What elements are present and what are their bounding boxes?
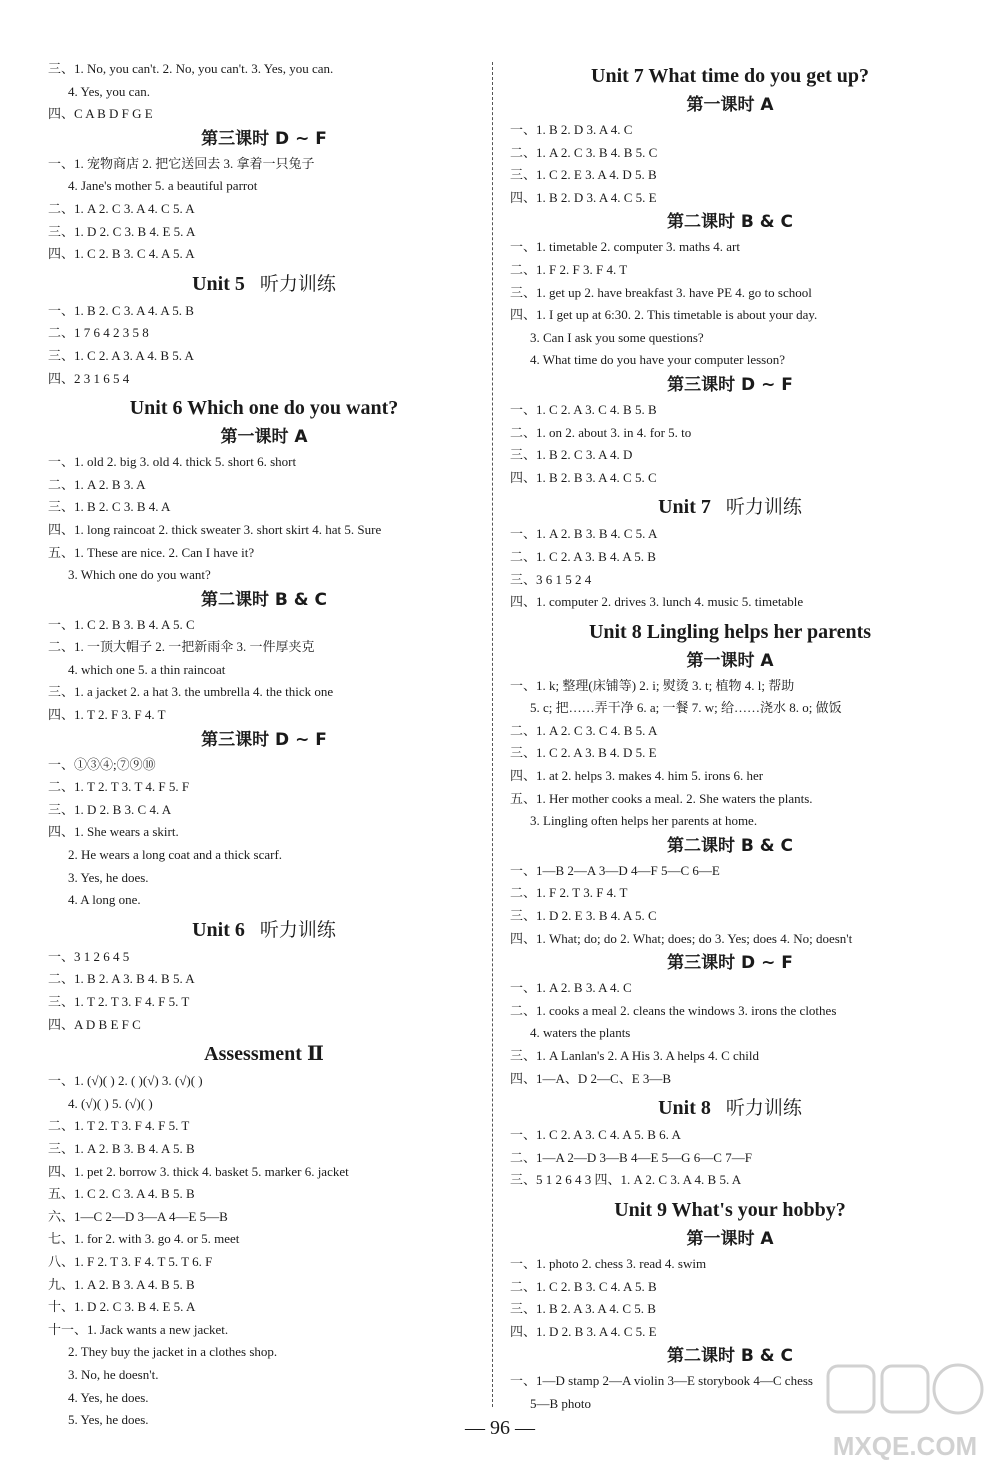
answer-line: 二、1. F 2. F 3. F 4. T [510, 261, 628, 277]
lesson-heading: 第三课时 D ~ F [667, 953, 793, 974]
answer-line: 二、1. A 2. C 3. C 4. B 5. A [510, 722, 658, 738]
column-divider [492, 62, 493, 1407]
answer-line: 5. Yes, he does. [68, 1412, 149, 1428]
answer-line: 4. A long one. [68, 892, 141, 908]
answer-line: 二、1. A 2. C 3. B 4. B 5. C [510, 144, 658, 160]
answer-line: 三、3 6 1 5 2 4 [510, 571, 592, 587]
unit-heading [48, 914, 480, 946]
answer-line: 四、1. pet 2. borrow 3. thick 4. basket 5. marker 6. jacket [48, 1163, 349, 1179]
unit-heading-title: Unit 9 What's your hobby? [614, 1198, 846, 1221]
answer-line: 一、1. k; 整理(床铺等) 2. i; 熨烫 3. t; 植物 4. l; 帮助 [510, 677, 795, 693]
unit-heading-title: Unit 6 [192, 918, 245, 941]
answer-line: 六、1—C 2—D 3—A 4—E 5—B [48, 1208, 228, 1224]
answer-line: 三、1. get up 2. have breakfast 3. have PE 4. go to school [510, 284, 812, 300]
answer-line: 4. Yes, you can. [68, 83, 150, 99]
unit-heading [48, 392, 480, 424]
answer-line: 三、1. D 2. E 3. B 4. A 5. C [510, 908, 657, 924]
answer-line: 三、5 1 2 6 4 3 四、1. A 2. C 3. A 4. B 5. A [510, 1172, 742, 1188]
answer-line: 一、1—B 2—A 3—D 4—F 5—C 6—E [510, 862, 720, 878]
unit-heading [510, 1194, 950, 1226]
unit-heading-title: Unit 8 Lingling helps her parents [588, 620, 872, 643]
lesson-heading: 第三课时 D ~ F [667, 374, 793, 395]
answer-line: 二、1. on 2. about 3. in 4. for 5. to [510, 424, 692, 440]
answer-line: 4. waters the plants [530, 1025, 631, 1041]
unit-heading-title: Assessment Ⅱ [204, 1043, 324, 1066]
answer-line: 5. c; 把……弄干净 6. a; 一餐 7. w; 给……浇水 8. o; 做饭 [530, 700, 842, 716]
answer-line: 一、1. timetable 2. computer 3. maths 4. art [510, 239, 740, 255]
answer-line: 2. They buy the jacket in a clothes shop. [68, 1344, 278, 1360]
answer-line: 四、1. D 2. B 3. A 4. C 5. E [510, 1323, 657, 1339]
answer-line: 4. Jane's mother 5. a beautiful parrot [68, 178, 258, 194]
answer-line: 二、1. A 2. B 3. A [48, 476, 146, 492]
answer-line: 四、C A B D F G E [48, 106, 153, 122]
answer-line: 一、1. C 2. A 3. C 4. B 5. B [510, 401, 657, 417]
answer-line: 二、1. C 2. A 3. B 4. A 5. B [510, 548, 656, 564]
answer-line: 一、1. C 2. B 3. B 4. A 5. C [48, 616, 195, 632]
watermark-logo [820, 1360, 990, 1465]
answer-line: 二、1. 一顶大帽子 2. 一把新雨伞 3. 一件厚夹克 [48, 639, 315, 655]
answer-line: 四、1. computer 2. drives 3. lunch 4. music 5. timetable [510, 594, 804, 610]
unit-heading [510, 491, 950, 523]
answer-line: 一、①③④;⑦⑨⑩ [48, 756, 156, 772]
answer-line: 四、1. C 2. B 3. C 4. A 5. A [48, 246, 195, 262]
answer-line: 一、1. B 2. D 3. A 4. C [510, 122, 633, 137]
lesson-heading: 第二课时 B & C [666, 212, 793, 233]
unit-heading [48, 1038, 480, 1070]
answer-line: 七、1. for 2. with 3. go 4. or 5. meet [48, 1231, 240, 1247]
answer-line: 3. No, he doesn't. [68, 1366, 159, 1382]
answer-line: 二、1 7 6 4 2 3 5 8 [48, 325, 149, 341]
answer-line: 一、1. old 2. big 3. old 4. thick 5. short 6. short [48, 454, 297, 470]
right-column [510, 58, 950, 1416]
answer-line: 一、1. photo 2. chess 3. read 4. swim [510, 1255, 707, 1271]
unit-heading [510, 60, 950, 92]
answer-line: 一、1. 宠物商店 2. 把它送回去 3. 拿着一只兔子 [48, 155, 315, 171]
lesson-heading: 第一课时 A [686, 95, 774, 115]
answer-line: 十一、1. Jack wants a new jacket. [48, 1321, 229, 1337]
answer-line: 四、1. She wears a skirt. [48, 824, 179, 840]
answer-line: 3. Lingling often helps her parents at home. [530, 813, 758, 829]
answer-line: 四、1. T 2. F 3. F 4. T [48, 707, 166, 723]
answer-line: 三、1. B 2. A 3. A 4. C 5. B [510, 1301, 656, 1317]
answer-line: 五、1. Her mother cooks a meal. 2. She waters the plants. [510, 790, 813, 806]
unit-heading-subtitle: 听力训练 [725, 1097, 802, 1120]
answer-line: 二、1. C 2. B 3. C 4. A 5. B [510, 1278, 657, 1294]
unit-heading-subtitle: 听力训练 [725, 496, 802, 519]
answer-line: 四、2 3 1 6 5 4 [48, 370, 130, 386]
unit-heading-title: Unit 7 [658, 496, 711, 519]
unit-heading [510, 616, 950, 648]
unit-heading-title: Unit 7 What time do you get up? [591, 65, 869, 87]
watermark-text: MXQE.COM [832, 1431, 978, 1461]
unit-heading-title: Unit 8 [658, 1097, 711, 1120]
answer-line: 八、1. F 2. T 3. F 4. T 5. T 6. F [48, 1253, 213, 1269]
answer-line: 十、1. D 2. C 3. B 4. E 5. A [48, 1299, 196, 1315]
lesson-heading: 第三课时 D ~ F [201, 729, 327, 750]
answer-line: 一、3 1 2 6 4 5 [48, 948, 130, 964]
answer-line: 二、1. cooks a meal 2. cleans the windows 3. irons the clothes [510, 1002, 837, 1018]
unit-heading-title: Unit 6 Which one do you want? [129, 397, 399, 420]
answer-line: 三、1. C 2. E 3. A 4. D 5. B [510, 167, 657, 183]
unit-heading-title: Unit 5 [192, 272, 245, 295]
answer-line: 五、1. These are nice. 2. Can I have it? [48, 544, 255, 560]
answer-line: 四、1. I get up at 6:30. 2. This timetable is about your day. [510, 307, 818, 323]
answer-line: 3. Yes, he does. [68, 869, 149, 885]
answer-line: 一、1. A 2. B 3. B 4. C 5. A [510, 526, 658, 542]
answer-line: 三、1. C 2. A 3. A 4. B 5. A [48, 347, 194, 363]
answer-line: 3. Can I ask you some questions? [530, 329, 704, 345]
answer-line: 二、1. F 2. T 3. F 4. T [510, 885, 628, 901]
answer-line: 九、1. A 2. B 3. A 4. B 5. B [48, 1276, 195, 1292]
answer-line: 三、1. B 2. C 3. B 4. A [48, 499, 171, 515]
unit-heading [510, 1092, 950, 1124]
unit-heading [48, 268, 480, 300]
lesson-heading: 第一课时 A [220, 427, 308, 448]
answer-line: 四、A D B E F C [48, 1016, 141, 1032]
answer-line: 一、1. C 2. A 3. C 4. A 5. B 6. A [510, 1127, 681, 1143]
lesson-heading: 第二课时 B & C [666, 835, 793, 856]
lesson-heading: 第二课时 B & C [200, 589, 327, 610]
lesson-heading: 第二课时 B & C [666, 1346, 793, 1367]
answer-line: 一、1. (√)( ) 2. ( )(√) 3. (√)( ) [48, 1073, 203, 1089]
answer-line: 四、1. What; do; do 2. What; does; do 3. Yes; does 4. No; doesn't [510, 930, 853, 946]
answer-line: 二、1. T 2. T 3. F 4. F 5. T [48, 1118, 190, 1134]
answer-line: 三、1. T 2. T 3. F 4. F 5. T [48, 994, 190, 1009]
left-column [48, 58, 480, 1432]
answer-line: 五、1. C 2. C 3. A 4. B 5. B [48, 1186, 195, 1202]
lesson-heading: 第一课时 A [686, 650, 774, 671]
answer-line: 4. (√)( ) 5. (√)( ) [68, 1095, 153, 1111]
answer-line: 4. What time do you have your computer lesson? [530, 352, 786, 368]
answer-line: 四、1—A、D 2—C、E 3—B [510, 1070, 672, 1086]
answer-line: 三、1. B 2. C 3. A 4. D [510, 447, 633, 463]
lesson-heading: 第一课时 A [686, 1228, 774, 1249]
answer-line: 三、1. a jacket 2. a hat 3. the umbrella 4. the thick one [48, 684, 334, 700]
answer-line: 三、1. C 2. A 3. B 4. D 5. E [510, 745, 657, 761]
answer-line: 二、1. B 2. A 3. B 4. B 5. A [48, 971, 195, 987]
answer-line: 三、1. D 2. B 3. C 4. A [48, 801, 172, 817]
unit-heading-subtitle: 听力训练 [259, 918, 336, 941]
answer-line: 4. Yes, he does. [68, 1389, 149, 1405]
answer-line: 四、1. long raincoat 2. thick sweater 3. short skirt 4. hat 5. Sure [48, 521, 382, 537]
answer-line: 2. He wears a long coat and a thick scarf. [68, 847, 283, 863]
answer-line: 一、1—D stamp 2—A violin 3—E storybook 4—C chess [510, 1373, 813, 1389]
answer-line: 4. which one 5. a thin raincoat [68, 661, 226, 677]
answer-line: 一、1. B 2. C 3. A 4. A 5. B [48, 302, 194, 318]
lesson-heading: 第三课时 D ~ F [201, 128, 327, 149]
answer-line: 四、1. at 2. helps 3. makes 4. him 5. irons 6. her [510, 768, 764, 784]
page-number: — 96 — [465, 1417, 535, 1439]
answer-line: 三、1. A 2. B 3. B 4. A 5. B [48, 1140, 195, 1156]
unit-heading-subtitle: 听力训练 [259, 272, 336, 295]
answer-line: 二、1. A 2. C 3. A 4. C 5. A [48, 200, 195, 216]
answer-line: 5—B photo [530, 1395, 592, 1411]
answer-line: 一、1. A 2. B 3. A 4. C [510, 980, 632, 996]
answer-line: 四、1. B 2. B 3. A 4. C 5. C [510, 469, 657, 485]
answer-line: 二、1—A 2—D 3—B 4—E 5—G 6—C 7—F [510, 1149, 752, 1165]
answer-line: 三、1. D 2. C 3. B 4. E 5. A [48, 223, 196, 239]
answer-line: 3. Which one do you want? [68, 567, 211, 583]
answer-line: 三、1. A Lanlan's 2. A His 3. A helps 4. C child [510, 1048, 759, 1063]
answer-line: 四、1. B 2. D 3. A 4. C 5. E [510, 189, 657, 205]
answer-line: 二、1. T 2. T 3. T 4. F 5. F [48, 779, 190, 795]
answer-line: 三、1. No, you can't. 2. No, you can't. 3. Yes, you can. [48, 61, 334, 76]
